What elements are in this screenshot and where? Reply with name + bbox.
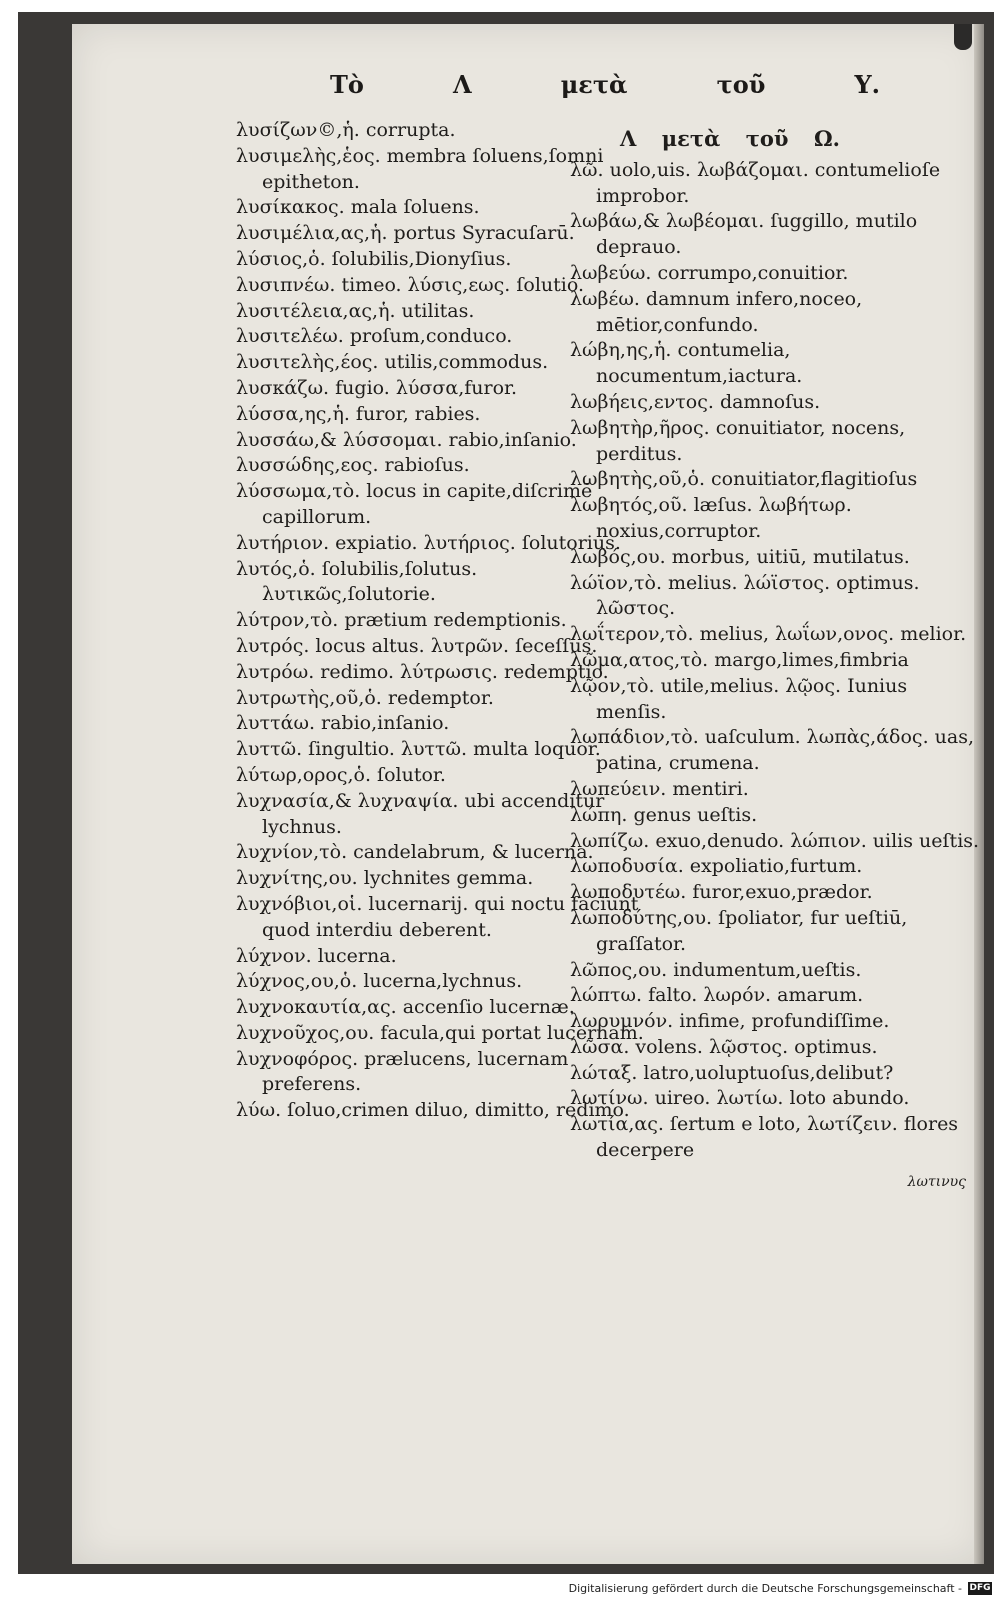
dictionary-entry: λυσιτελέω. proſum,conduco. xyxy=(236,325,513,348)
dictionary-entry: λωβητός,οῦ. læſus. λωβήτωρ. noxius,corruptor. xyxy=(570,494,852,542)
dictionary-entry: λωπίζω. exuo,denudo. λώπιον. uilis ueſtis. xyxy=(570,829,980,852)
dictionary-entry: λῶ. uolo,uis. λωβάζομαι. contumelioſe improbor. xyxy=(570,158,941,207)
dictionary-entry: λυσιτέλεια,ας,ἡ. utilitas. xyxy=(236,299,475,322)
dictionary-entry: λύσσωμα,τὸ. locus in capite,diſcrimē capillorum. xyxy=(236,480,593,528)
dictionary-entry: λώταξ. latro,uoluptuoſus,delibut? xyxy=(570,1061,894,1084)
dictionary-entry: λυττάω. rabio,inſanio. xyxy=(236,712,450,735)
dictionary-entry: λώϊον,τὸ. melius. λώϊστος. optimus. λῶστος. xyxy=(570,571,920,620)
dictionary-entry: λυχνοκαυτία,ας. accenſio lucernæ. xyxy=(236,996,575,1019)
dictionary-entry: λωβάω,& λωβέομαι. ſuggillo, mutilo deprauo. xyxy=(570,210,918,259)
dictionary-entry: λυττῶ. ſingultio. λυττῶ. multa loquor. xyxy=(236,738,601,761)
right-column xyxy=(570,126,980,1196)
dictionary-entry: λώπη. genus ueſtis. xyxy=(570,803,758,826)
dictionary-entry: λυχνίτης,ου. lychnites gemma. xyxy=(236,867,534,890)
right-column-heading xyxy=(620,126,840,152)
dictionary-entry: λώπτω. falto. λωρόν. amarum. xyxy=(570,984,864,1007)
column-heading-word: Λ xyxy=(620,126,637,151)
catchword: λωτινυς xyxy=(907,1173,966,1190)
dictionary-entry: λῶσα. volens. λῷστος. optimus. xyxy=(570,1035,878,1058)
dictionary-entry: λωβήεις,εντος. damnoſus. xyxy=(570,390,821,413)
running-head-word: Υ. xyxy=(854,70,880,99)
dictionary-entry: λυσιμελὴς,ἑος. membra ſoluens,ſomni epitheton. xyxy=(236,144,604,193)
dfg-logo: DFG xyxy=(969,1583,991,1593)
dictionary-entry: λωποδυσία. expoliatio,furtum. xyxy=(570,855,863,878)
dictionary-entry: λύω. ſoluo,crimen diluo, dimitto, redimo. xyxy=(236,1099,630,1122)
dictionary-entry: λύχνον. lucerna. xyxy=(236,944,397,967)
running-head-word: Τὸ xyxy=(330,70,364,99)
dictionary-entry: λυσσάω,& λύσσομαι. rabio,inſanio. xyxy=(236,428,577,451)
dictionary-entry: λωποδυτέω. furor,exuo,prædor. xyxy=(570,881,873,904)
dictionary-entry: λυχνασία,& λυχναψία. ubi accenditur lychnus. xyxy=(236,789,605,838)
dictionary-entry: λωτία,ας. ſertum e loto, λωτίζειν. flores decerpere xyxy=(570,1113,959,1162)
dictionary-entry: λυτρόω. redimo. λύτρωσις. redemptio. xyxy=(236,660,609,683)
dictionary-entry: λύτρον,τὸ. prætium redemptionis. xyxy=(236,609,567,632)
dictionary-entry: λωποδύτης,ου. ſpoliator, fur ueſtiū, graſſator. xyxy=(570,906,908,955)
dictionary-entry: λῶμα,ατος,τὸ. margo,limes,fimbria xyxy=(570,648,909,671)
dictionary-entry: λυχνοφόρος. prælucens, lucernam preferens. xyxy=(236,1047,569,1096)
column-heading-word: Ω. xyxy=(813,126,840,151)
dictionary-entry: λυτός,ὁ. ſolubilis,ſolutus. λυτικῶς,ſolutorie. xyxy=(236,557,478,606)
dictionary-entry: λυσίζων©,ἡ. corrupta. xyxy=(236,119,456,141)
dictionary-entry: λωβητὴρ,ῆρος. conuitiator, nocens, perditus. xyxy=(570,416,906,465)
dictionary-entry: λωβητὴς,οῦ,ὁ. conuitiator,flagitioſus xyxy=(570,468,918,491)
running-head xyxy=(330,70,880,99)
running-head-word: μετὰ xyxy=(560,70,628,99)
corner-clip xyxy=(954,24,972,50)
dictionary-entry: λωρυμνόν. infime, profundiſſime. xyxy=(570,1010,890,1033)
digitization-footer xyxy=(0,1577,1000,1599)
dictionary-entry: λύχνος,ου,ὁ. lucerna,lychnus. xyxy=(236,970,523,993)
dictionary-entry: λυχνόβιοι,οἱ. lucernarij. qui noctu faciunt quod interdiu deberent. xyxy=(236,892,639,941)
dictionary-entry: λωβέω. damnum infero,noceo, mētior,confundo. xyxy=(570,287,863,336)
dictionary-entry: λύτωρ,ορος,ὁ. ſolutor. xyxy=(236,763,446,786)
running-head-word: Λ xyxy=(452,70,472,99)
dictionary-entry: λῶπος,ου. indumentum,ueſtis. xyxy=(570,958,862,981)
dictionary-entry: λυσιμέλια,ας,ἡ. portus Syracuſarū. xyxy=(236,222,575,245)
dictionary-entry: λυτρωτὴς,οῦ,ὁ. redemptor. xyxy=(236,686,494,709)
column-heading-word: μετὰ xyxy=(661,126,721,151)
dictionary-entry: λωπεύειν. mentiri. xyxy=(570,777,749,800)
dictionary-entry: λυσιτελὴς,έος. utilis,commodus. xyxy=(236,351,549,374)
dictionary-entry: λωβεύω. corrumpo,conuitior. xyxy=(570,261,849,284)
dictionary-entry: λώβη,ης,ἡ. contumelia, nocumentum,iactura. xyxy=(570,339,803,388)
dictionary-entry: λωτίνω. uireo. λωτίω. loto abundo. xyxy=(570,1087,910,1110)
dictionary-entry: λυχνοῦχος,ου. facula,qui portat lucernam. xyxy=(236,1021,644,1044)
dictionary-entry: λυχνίον,τὸ. candelabrum, & lucerna. xyxy=(236,841,594,864)
footer-credit: Digitalisierung gefördert durch die Deutsche Forschungsgemeinschaft - xyxy=(568,1581,962,1595)
dictionary-entry: λῷον,τὸ. utile,melius. λῷος. Iunius menſis. xyxy=(570,674,908,723)
dictionary-entry: λυσσώδης,εος. rabioſus. xyxy=(236,454,470,477)
dictionary-entry: λυτρός. locus altus. λυτρῶν. ſeceſſus. xyxy=(236,634,598,657)
dictionary-entry: λωΐτερον,τὸ. melius, λωΐων,ονος. melior. xyxy=(570,623,967,646)
dictionary-entry: λυτήριον. expiatio. λυτήριος. ſolutorius. xyxy=(236,531,621,554)
running-head-word: τοῦ xyxy=(716,70,766,99)
dictionary-entry: λωπάδιον,τὸ. uaſculum. λωπὰς,άδος. uas, patina, crumena. xyxy=(570,726,975,775)
dictionary-entry: λυσίκακος. mala ſoluens. xyxy=(236,196,480,219)
dictionary-entry: λύσσα,ης,ἡ. furor, rabies. xyxy=(236,402,481,425)
dictionary-entry: λυσκάζω. fugio. λύσσα,furor. xyxy=(236,376,518,399)
column-heading-word: τοῦ xyxy=(745,126,789,151)
right-column-entries xyxy=(570,158,980,1164)
dictionary-entry: λυσιπνέω. timeo. λύσις,εως. ſolutio. xyxy=(236,273,585,296)
dictionary-entry: λύσιος,ὁ. ſolubilis,Dionyſius. xyxy=(236,247,512,270)
dictionary-entry: λωβός,ου. morbus, uitiū, mutilatus. xyxy=(570,545,910,568)
